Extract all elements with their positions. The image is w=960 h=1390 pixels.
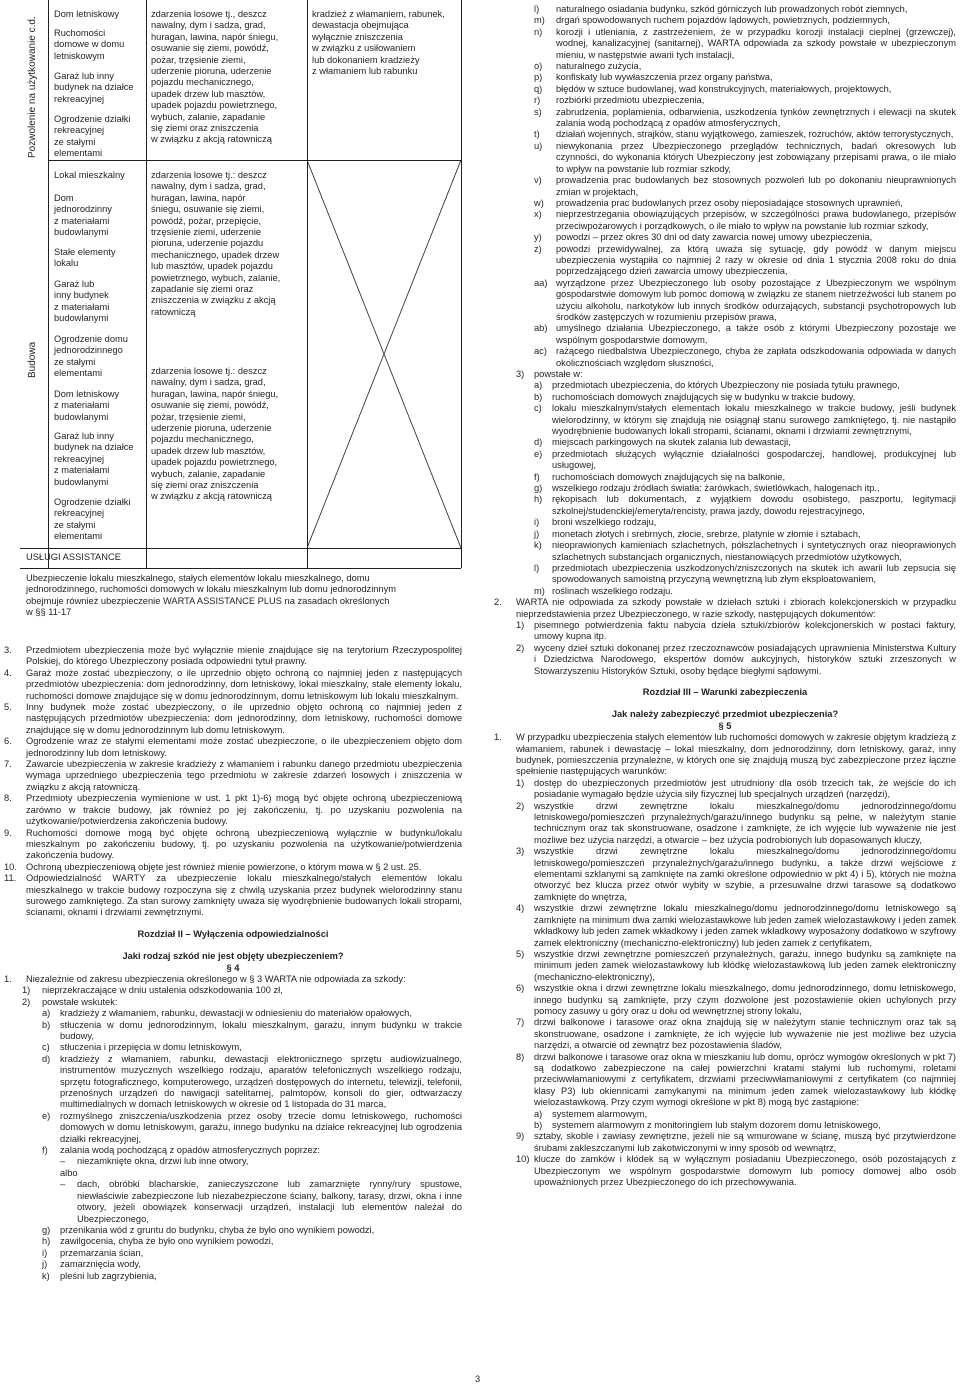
s5-items-2 [494,1131,956,1188]
item-number: 7) [516,1017,525,1028]
s4-sub-list-item [42,1271,462,1282]
rozdzial3-question: Jak należy zabezpieczyć przedmiot ubezpieczenia? [611,709,839,720]
s4-list-item [22,985,462,996]
item-text: niewykonania przez Ubezpieczonego przeglądów technicznych, badań okresowych lub czynności, do wykonania których Ubezpieczony jest zobowiązany przepisami prawa, o ile miało to wpływ na powstanie lub rozmiar szkody, [556,140,956,174]
right-2-list-item [516,643,956,677]
right-sub-list-item [534,4,956,15]
right-sub-list-item [534,15,956,26]
right-sub-list-item [534,72,956,83]
item-text: Przedmiotem ubezpieczenia może być wyłącznie mienie znajdujące się na terytorium Rzeczypospolitej Polskiej, do którego Ubezpieczony posiada odpowiedni tytuł prawny. [26,645,462,667]
item-number: d) [42,1053,51,1064]
item-number: h) [42,1236,51,1247]
s4-sub-list-item [42,1248,462,1259]
s4-subitems [4,1008,462,1156]
right-sub-list-item [534,141,956,175]
s4-sub-list-item [42,1008,462,1019]
table-right-border [461,0,462,568]
item-number: 1) [516,619,525,630]
item-number: 6) [516,983,525,994]
right-sub-list-item [534,517,956,528]
right-sub-list-item [534,494,956,517]
left-list-item [4,736,462,759]
s4-dashes [4,1156,462,1224]
cell-ogrodzenie-dzialki-2: Ogrodzenie działki rekreacyjnej ze stałymi elementami [54,497,131,542]
item-number: 9) [516,1131,525,1142]
item-number: e) [42,1110,51,1121]
cell-dom-letniskowy: Dom letniskowy [54,9,120,19]
item-number: q) [534,83,543,94]
item-text: Ruchomości domowe mogą być objęte ochroną ubezpieczeniową wyłącznie w budynku/lokalu mieszkalnym po zakończeniu budowy, tj. po uzyskaniu pozwolenia na użytkowanie/potwierdzenia zakończenia budowy. [26,827,462,861]
item-number: r) [534,95,541,106]
item-number: 1) [516,777,525,788]
left-list-item [4,702,462,736]
right-sub-list-item [534,483,956,494]
s5-list-item [516,1131,956,1154]
s5-items [494,778,956,1109]
item-number: 2) [516,800,525,811]
right-2-list-item [516,620,956,643]
s5-sub-list-item [534,1109,956,1120]
s4-intro: 1. Niezależnie od zakresu ubezpieczenia określonego w § 3 WARTA nie odpowiada za szkody: [4,973,406,984]
item-text: rozmyślnego zniszczenia/uszkodzenia przez osoby trzecie domu letniskowego, ruchomości domowych w domu letniskowym, garażu, innego budynku na działce rekreacyjnej lub ogrodzenia działki rekreacyjnej, [60,1110,462,1144]
item-text: wszystkie okna i drzwi zewnętrzne lokalu mieszkalnego, domu jednorodzinnego, domu letniskowego, innego budynku są zamknięte, przy czym dozwolone jest pozostawienie okien uchylonych przy pomocy zasuwy u góry oraz u dołu od wewnętrznej strony lokalu, [534,983,956,1016]
item-number: v) [534,175,542,186]
right-sub-list-item [534,437,956,448]
item-number: i) [42,1247,48,1258]
item-text: lokalu mieszkalnym/stałych elementach lokalu mieszkalnego w trakcie budowy, jeśli budynek wielorodzinny, w którym się znajdują nie osiągnął stanu surowego zamkniętego, tj. nie nastąpiło wyodrębnienie budowanych lokali stropami, ścianami, oknami i drzwiami zewnętrznymi, [552,403,956,437]
item-text: dostęp do ubezpieczonych przedmiotów jest utrudniony dla osób trzecich tak, że wejście do ich posiadanie wymagało będzie użycia siły fizycznej lub specjalnych urządzeń (narzędzi), [534,777,956,800]
right-sub-list-item [534,449,956,472]
cell-zdarzenia-1: zdarzenia losowe tj., deszcz nawalny, dym i sadza, grad, huragan, lawina, napór śniegu, osuwanie się ziemi, powódź, pożar, trzęsienie ziemi, uderzenie pioruna, uderzenie pojazdu mechanicznego, upadek drzew lub masztów, upadek pojazdu powietrznego, wybuch, zalanie, zapadanie się ziemi oraz zniszczenia w związku z akcją ratowniczą [151,9,279,145]
s5-list-item [516,1017,956,1051]
item-text: działań wojennych, strajków, stanu wyjątkowego, zamieszek, rozruchów, aktów terrorystycznych, [556,129,954,140]
item-number: aa) [534,277,548,288]
item-number: k) [42,1270,50,1281]
cell-kradziez: kradzież z włamaniem, rabunek, dewastacja obejmująca wyłącznie zniszczenia w związku z usiłowaniem lub dokonaniem kradzieży z włamaniem lub rabunku [312,9,445,77]
right-sub-list-item [534,84,956,95]
item-text: zamarznięcia wody, [60,1259,141,1270]
item-number: n) [534,26,543,37]
item-text: stłuczenia i przepięcia w domu letniskowym, [60,1042,242,1053]
right-sub-list-item [534,472,956,483]
item-text: ruchomościach domowych znajdujących się na balkonie, [552,471,786,482]
item-text: drzwi balkonowe i tarasowe oraz okna znajdują się w należytym stanie technicznym oraz tak są skonstruowane, osadzone i zamknięte, że ich wyjęcie lub wyważenie nie jest możliwe bez użycia narzędzi, a otwarcie od zewnątrz bez pozostawienia śladów, [534,1017,956,1051]
s5-list-item [516,1052,956,1109]
item-text: konfiskaty lub wywłaszczenia przez organy państwa, [556,72,773,83]
item-text: stłuczenia w domu jednorodzinnym, lokalu mieszkalnym, garażu, innym budynku w trakcie budowy, [60,1019,462,1041]
item-text: broni wszelkiego rodzaju, [552,517,657,528]
rozdzial2-question: Jaki rodzaj szkód nie jest objęty ubezpieczeniem? [122,951,344,962]
item-text: wszystkie drzwi zewnętrzne lokalu mieszkalnego/domu jednorodzinnego/domu letniskowego/pomieszczeń przynależnych/garażu/innego budynku są pełne, w należytym stanie technicznym oraz tak skonstruowane, osadzone i zamknięte, że ich wyjęcie lub wyważenie nie jest możliwe bez użycia narzędzi, a otwarcie – bez użycia podrobionych lub dopasowanych kluczy, [534,800,956,845]
item-number: z) [534,243,542,254]
item-text: przedmiotach ubezpieczenia uszkodzonych/zniszczonych na skutek ich awarii lub zepsucia się spowodowanych samoistną przyczyną wewnętrzną lub złym eksploatowaniem, [552,562,956,585]
right-column [494,4,956,1188]
item-number: p) [534,72,543,83]
left-column [4,645,462,1282]
right-sub-list-item [534,529,956,540]
right-sub-list-item [534,392,956,403]
item-text: roślinach wszelkiego rodzaju. [552,585,673,596]
item-text: zawilgocenia, chyba że było ono wynikiem powodzi, [60,1236,274,1247]
item-number: f) [534,471,540,482]
left-list-item [4,645,462,668]
right-sub-list-item [534,278,956,324]
item-number: y) [534,232,542,243]
item-number: l) [534,4,540,14]
cell-garaz-dzialka: Garaż lub inny budynek na działce rekreacyjnej [54,71,134,104]
table-left-border [48,0,49,568]
item-text: drgań spowodowanych ruchem pojazdów lądowych, powietrznych, podziemnych, [556,15,890,26]
item-number: e) [534,448,543,459]
s4-items [4,985,462,1008]
s5-list-item [516,846,956,903]
item-text: nieoprawionych kamieniach szlachetnych, półszlachetnych i syntetycznych oraz nieoprawionych szlachetnych substancjach organicznych, niestanowiących przedmiotów użytkowych, [552,540,956,562]
s5-list-item [516,903,956,949]
item-number: 9. [4,827,12,838]
right-sub-list-item [534,107,956,130]
right-subitems-2 [494,380,956,597]
right-sub-list-item [534,95,956,106]
cell-garaz-dzialka-mat: Garaż lub inny budynek na działce rekreacyjnej z materiałami budowlanymi [54,431,134,487]
item-number: f) [42,1145,48,1156]
right-item-3: 3) powstałe w: [516,369,583,379]
s4-sub-list-item [42,1020,462,1043]
right-sub-list-item [534,380,956,391]
item-number: w) [534,197,544,208]
empty-cell-cross [307,160,461,548]
item-number: ac) [534,346,547,357]
item-text: wyceny dzieł sztuki dokonanej przez rzeczoznawców posiadających uprawnienia Ministerstwa Kultury i Dziedzictwa Narodowego, ekspertów domów aukcyjnych, historyków sztuki zrzeszonych w Stowarzyszeniu Historyków Sztuki, osoby będące biegłymi sądowymi. [534,642,956,676]
item-number: 7. [4,759,12,770]
paragraph-4: § 4 [226,962,240,973]
paragraph-5: § 5 [718,720,732,731]
cell-garaz-budynek: Garaż lub inny budynek z materiałami budowlanymi [54,279,110,324]
item-text: rękopisach lub dokumentach, z wyjątkiem dowodu osobistego, paszportu, legitymacji szkolnej/studenckiej/emeryta/rencisty, prawa jazdy, dowodu rejestracyjnego, [552,494,956,516]
item-number: d) [534,437,543,448]
item-text: ruchomościach domowych znajdujących się w budynku w trakcie budowy, [552,391,856,402]
item-text: powodzi – przez okres 30 dni od daty zawarcia nowej umowy ubezpieczenia, [556,232,873,243]
item-text: Inny budynek może zostać ubezpieczony, o ile uprzednio objęto ochroną co najmniej jeden z następujących przedmiotów ubezpieczenia: dom jednorodzinny, dom letniskowy, ruchomości domowe znajdujące się w domu jednorodzinnym lub domu letniskowym. [26,702,462,735]
item-text: Zawarcie ubezpieczenia w zakresie kradzieży z włamaniem i rabunku danego przedmiotu ubezpieczenia wymaga uprzedniego ubezpieczenia tego przedmiotu w zakresie zdarzeń losowych i zniszczenia w związku z akcją ratowniczą. [26,759,462,792]
item-number: 10. [4,861,17,872]
item-text: Przedmioty ubezpieczenia wymienione w ust. 1 pkt 1)-6) mogą być objęte ochroną ubezpieczeniową zarówno w trakcie budowy, jak również po jej zakończeniu, tj. po uzyskaniu pozwolenia na użytkowanie/potwierdzenia zakończenia budowy. [26,793,462,827]
dash-item-2: – dach, obróbki blacharskie, zanieczyszczone lub zamarznięte rynny/rury spustowe, niewłaściwie zabezpieczone lub niezabezpieczone ściany, balkony, tarasy, drzwi, okna i inne otwory, jeżeli obowiązek konserwacji urządzeń, instalacji lub elementów należał do Ubezpieczonego, [60,1179,462,1224]
right-item-2: 2. WARTA nie odpowiada za szkody powstałe w dziełach sztuki i zbiorach kolekcjonerskich w przypadku nieprzedstawienia przez Ubezpieczonego, w razie szkody, następujących dokumentów: [494,597,956,619]
left-list-item [4,668,462,702]
s4-sub-list-item [42,1111,462,1145]
s5-list-item [516,983,956,1017]
item-number: b) [534,1120,543,1130]
label-budowa: Budowa [27,341,38,378]
right-sub-list-item [534,346,956,369]
cell-dom-jednorodzinny: Dom jednorodzinny z materiałami budowlanymi [54,193,112,238]
item-text: wyrządzone przez Ubezpieczonego lub osoby pozostające z Ubezpieczonym we wspólnym gospodarstwie domowym lub pomoc domową w związku ze stanem nietrzeźwości lub stanem po użyciu alkoholu, narkotyków lub innych środków odurzających, substancji psychotropowych lub środków zastępczych w rozumieniu przepisów prawa, [556,277,956,322]
item-number: c) [534,403,542,414]
item-text: wszystkie drzwi zewnętrzne lokalu mieszkalnego/domu jednorodzinnego/domu letniskowego są zamknięte na minimum dwa zamki wielozastawkowe lub jeden zamek wielozastawkowy i jeden zamek wkładkowy lub jeden zamek wkładkowy i jeden zamek wkładkowy wyposażony dodatkowo w szyfrowy zamek elektroniczny (mechaniczno-elektroniczny) lub jeden zamek z certyfikatem, [534,903,956,948]
item-number: k) [534,540,542,551]
item-number: i) [534,517,540,528]
albo-text: albo [60,1167,78,1178]
cell-ogrodzenie-domu: Ogrodzenie domu jednorodzinnego ze stałymi elementami [54,334,128,379]
right-2-subitems [494,620,956,677]
cell-lokal-mieszkalny: Lokal mieszkalny [54,170,125,180]
item-number: b) [42,1019,51,1030]
item-number: a) [534,380,543,391]
right-sub-list-item [534,563,956,586]
s5-intro: 1. W przypadku ubezpieczenia stałych elementów lub ruchomości domowych w zakresie objętym kradzieżą z włamaniem, rabunek i dewastację – lokal mieszkalny, dom jednorodzinny, dom letniskowy, garaż, inny budynek, pomieszczenia przynależne, w których one się znajdują muszą być zabezpieczone przez łączne spełnienie następujących warunków: [494,732,956,777]
page-number: 3 [475,1374,481,1384]
s5-list-item [516,778,956,801]
right-sub-list-item [534,586,956,597]
item-text: sztaby, skoble i zawiasy zewnętrzne, jeżeli nie są wmurowane w ścianę, muszą być przytwierdzone śrubami zakleszczanymi lub zakotwiczonymi w inny sposób od wewnątrz, [534,1131,956,1153]
cell-ogrodzenie-dzialki: Ogrodzenie działki rekreacyjnej ze stałymi elementami [54,114,131,159]
item-number: j) [534,528,540,539]
s4-sub-list-item [42,1259,462,1270]
item-text: przenikania wód z gruntu do budynku, chyba że było ono wynikiem powodzi, [60,1224,375,1235]
right-sub-list-item [534,403,956,437]
item-text: wszystkie drzwi zewnętrzne lokalu mieszkalnego/domu jednorodzinnego/domu letniskowego/pomieszczeń przynależnych/garażu/innego budynku, a także drzwi wejściowe z elementami szklanymi są zamknięte na zamki określone odpowiednio w pkt 4) i 5), których nie można otworzyć bez klucza przez otwór wybity w szybie, a przesuwalne drzwi tarasowe są dodatkowo zamknięte do wnętrza, [534,846,956,902]
s4-sub-list-item [42,1054,462,1111]
item-text: powstałe wskutek: [42,996,118,1007]
item-number: x) [534,209,542,220]
cell-stale-elementy: Stałe elementy lokalu [54,247,116,269]
left-list-item [4,873,462,919]
uslugi-assistance-label: USŁUGI ASSISTANCE [26,552,121,562]
cell-zdarzenia-3: zdarzenia losowe tj.: deszcz nawalny, dym i sadza, grad, huragan, lawina, napór śniegu, osuwanie się ziemi, powódź, pożar, trzęsienie ziemi, uderzenie pioruna, uderzenie pojazdu mechanicznego, upadek drzew lub masztów, upadek pojazdu powietrznego, wybuch, zalanie, zapadanie się ziemi oraz zniszczenia w związku z akcją ratowniczą [151,366,279,502]
item-text: drzwi balkonowe i tarasowe oraz okna w mieszkaniu lub domu, oprócz wymogów określonych w pkt 7) są dodatkowo zabezpieczone na całej powierzchni kratami stałymi lub ruchomymi, roletami przeciwwłamaniowymi z certyfikatem, drzwiami przeciwwłamaniowymi z certyfikatem (co najmniej klasy P3) lub okiennicami zamykanymi na minimum jeden zamek wielozastawkowy lub kłódkę wielozastawkową. Przy czym wymogi określone w pkt 8) mogą być zastąpione: [534,1051,956,1108]
item-text: rażącego niedbalstwa Ubezpieczonego, chyba że zapłata odszkodowania odpowiada w danych okolicznościach względom słuszności, [556,346,956,368]
s5-list-item [516,801,956,847]
right-subitems-1 [494,4,956,369]
left-numbered-items [4,645,462,919]
item-number: a) [42,1008,51,1019]
rozdzial2-title: Rozdział II – Wyłączenia odpowiedzialności [137,928,329,939]
item-number: 6. [4,736,12,747]
table-col-divider-1 [146,0,147,568]
right-sub-list-item [534,323,956,346]
item-number: 3) [516,846,525,857]
s5-subitems [494,1109,956,1132]
left-list-item [4,759,462,793]
item-number: 4. [4,667,12,678]
item-text: miejscach parkingowych na skutek zalania lub dewastacji, [552,437,791,448]
item-number: g) [534,483,543,494]
right-sub-list-item [534,244,956,278]
s4-sub-list-item [42,1225,462,1236]
item-number: ab) [534,323,548,334]
item-number: 2) [22,996,31,1007]
item-text: przemarzania ścian, [60,1247,144,1258]
item-text: kradzieży z włamaniem, rabunku, dewastacji elektronicznego sprzętu audiowizualnego, instrumentów muzycznych wszelkiego rodzaju, aparatów telefonicznych wszelkiego rodzaju, sprzętu fotograficznego, komputerowego, urządzeń dostępowych do internetu, telewizji, telefonii, przenośnych urządzeń do nawigacji satelitarnej, palmtopów, konsoli do gier, odtwarzaczy multimedialnych w domach letniskowych w okresie od 1 listopada do 31 marca, [60,1053,462,1110]
item-text: Ogrodzenie wraz ze stałymi elementami może zostać ubezpieczone, o ile ubezpieczeniem objęto dom jednorodzinny lub dom letniskowy. [26,736,462,758]
item-text: systemem alarmowym, [552,1108,648,1119]
item-number: 8) [516,1051,525,1062]
item-number: j) [42,1259,48,1270]
item-number: b) [534,391,543,402]
cell-ruchomosci-domowe: Ruchomości domowe w domu letniskowym [54,28,125,61]
item-number: 10) [516,1154,530,1165]
item-text: korozji i utleniania, z zastrzeżeniem, że w przypadku korozji instalacji cieplnej (grzewczej), wodnej, kanalizacyjnej (sanitarnej), WARTA odpowiada za szkody powstałe w ubezpieczonym mieniu, w następstwie awarii tych instalacji, [556,26,956,60]
s4-subitems-2 [4,1225,462,1282]
item-number: o) [534,61,543,72]
item-number: 1) [22,985,31,996]
item-text: Odpowiedzialność WARTY za ubezpieczenie lokalu mieszkalnego/stałych elementów lokalu mieszkalnego w trakcie budowy rozpoczyna się z chwilą uzyskania przez budynek wielorodzinny stanu surowego zamkniętego. Za stan surowy zamknięty uważa się wyodrębnienie budowanych lokali stropami, ścianami, oknami i drzwiami zewnętrznymi. [26,873,462,918]
item-text: pisemnego potwierdzenia faktu nabycia dzieła sztuki/zbiorów kolekcjonerskich w postaci faktury, umowy kupna itp. [534,619,956,642]
item-number: 8. [4,793,12,804]
item-number: c) [42,1042,50,1053]
right-sub-list-item [534,27,956,61]
item-text: powodzi przewidywalnej, za którą uważa się sytuację, gdy powódź w danym miejscu ubezpieczenia wystąpiła co najmniej 2 razy w okresie od dnia 1 stycznia 2008 roku do dnia poprzedzającego dzień zawarcia umowy ubezpieczenia, [556,243,956,277]
item-number: m) [534,585,545,596]
dash-item-1: – niezamknięte okna, drzwi lub inne otwory, [60,1156,249,1167]
item-text: prowadzenia prac budowlanych przez osoby nieposiadające stosownych uprawnień, [556,197,903,208]
item-text: przedmiotach ubezpieczenia, do których Ubezpieczony nie posiada tytułu prawnego, [552,380,900,391]
right-sub-list-item [534,198,956,209]
item-number: m) [534,15,545,26]
item-text: zalania wodą pochodzącą z opadów atmosferycznych poprzez: [60,1145,320,1156]
right-sub-list-item [534,232,956,243]
item-number: u) [534,140,543,151]
item-number: 3. [4,645,12,655]
item-text: błędów w sztuce budowlanej, wad konstrukcyjnych, materiałowych, projektowych, [556,83,892,94]
right-sub-list-item [534,61,956,72]
item-text: klucze do zamków i kłódek są w wyłącznym posiadaniu Ubezpieczonego, osób pozostających z Ubezpieczonym we wspólnym gospodarstwie domowym lub pomocy domowej albo osób upoważnionych przez Ubezpieczonego do ich przechowywania. [534,1154,956,1188]
item-number: h) [534,494,543,505]
item-number: 4) [516,903,525,914]
item-text: monetach złotych i srebrnych, złocie, srebrze, platynie w złomie i sztabach, [552,528,861,539]
item-text: systemem alarmowym z monitoringiem lub stałym dozorem domu letniskowego, [552,1120,881,1130]
s5-sub-list-item [534,1120,956,1131]
s4-sub-list-item [42,1145,462,1156]
s4-list-item [22,997,462,1008]
left-list-item [4,828,462,862]
left-list-item [4,862,462,873]
s4-sub-list-item [42,1236,462,1247]
item-text: nieprzestrzegania obowiązujących przepisów, w szczególności prawa budowlanego, przepisów przeciwpożarowych i porządkowych, o ile miało to wpływ na powstanie lub rozmiar szkody, [556,209,956,231]
item-text: prowadzenia prac budowlanych bez stosownych pozwoleń lub po dokonaniu nieuprawnionych zmian w projektach, [556,175,956,197]
uslugi-assistance-text: Ubezpieczenie lokalu mieszkalnego, stałych elementów lokalu mieszkalnego, domu jednorodzinnego, ruchomości domowych w lokalu mieszkalnym lub domu jednorodzinnym obejmuje również ubezpieczenie WARTA ASSISTANCE PLUS na zasadach określonych w §§ 11-17 [26,573,396,618]
item-text: nieprzekraczające w dniu ustalenia odszkodowania 100 zł, [42,985,283,996]
item-text: naturalnego osiadania budynku, szkód górniczych lub prowadzonych robót ziemnych, [556,4,908,14]
item-number: 11. [4,873,17,884]
item-number: t) [534,129,540,140]
item-text: Ochroną ubezpieczeniową objęte jest również mienie powierzone, o którym mowa w § 2 ust. 25. [26,861,422,872]
right-sub-list-item [534,175,956,198]
item-text: umyślnego działania Ubezpieczonego, a także osób z którymi Ubezpieczony pozostaje we wspólnym gospodarstwie domowym, [556,323,956,345]
right-sub-list-item [534,129,956,140]
item-text: zabrudzenia, poplamienia, odbarwienia, uszkodzenia tynków zewnętrznych i elewacji na skutek zalania wodą pochodzącą z opadów atmosferycznych, [556,106,956,129]
item-number: g) [42,1224,51,1235]
rozdzial3-title: Rozdział III – Warunki zabezpieczenia [642,686,808,697]
s5-list-item [516,1154,956,1188]
item-text: naturalnego zużycia, [556,61,642,72]
item-number: s) [534,106,542,117]
item-number: 5) [516,948,525,959]
item-text: kradzieży z włamaniem, rabunku, dewastacji w odniesieniu do materiałów opałowych, [60,1008,412,1019]
item-text: Garaż może zostać ubezpieczony, o ile uprzednio objęto ochroną co najmniej jeden z następujących przedmiotów ubezpieczenia: dom jednorodzinny, dom letniskowy, lokal mieszkalny, stałe elementy lokalu, ruchomości domowe znajdujące się w domu jednorodzinnym, domu letniskowym lub lokalu mieszkalnym. [26,667,462,701]
s5-list-item [516,949,956,983]
item-text: wszystkie drzwi zewnętrzne pomieszczeń przynależnych, garażu, innego budynku są zamknięte na minimum jeden zamek wielozastawkowy lub kłódkę wielozastawkową lub jeden zamek elektroniczny (mechaniczno-elektroniczny), [534,948,956,982]
item-number: 2) [516,642,525,653]
cell-dom-letniskowy-mat: Dom letniskowy z materiałami budowlanymi [54,389,120,422]
s4-sub-list-item [42,1042,462,1053]
right-sub-list-item [534,540,956,563]
cell-zdarzenia-2: zdarzenia losowe tj.: deszcz nawalny, dym i sadza, grad, huragan, lawina, napór śniegu, osuwanie się ziemi, powódź, pożar, przepięcie, trzęsienie ziemi, uderzenie pioruna, uderzenie pojazdu mechanicznego, upadek drzew lub masztów, upadek pojazdu powietrznego, wybuch, zalanie, zapadanie się ziemi oraz zniszczenia w związku z akcją ratowniczą [151,170,281,317]
table-row-divider-2 [20,548,461,549]
right-sub-list-item [534,209,956,232]
item-text: rozbiórki przedmiotu ubezpieczenia, [556,95,705,106]
left-list-item [4,793,462,827]
item-text: przedmiotach służących wyłącznie działalności gospodarczej, handlowej, produkcyjnej lub usługowej, [552,448,956,471]
item-text: wszelkiego rodzaju źródłach światła: żarówkach, świetlówkach, halogenach itp., [552,483,880,494]
item-number: l) [534,562,540,573]
item-number: a) [534,1108,543,1119]
item-text: pleśni lub zagrzybienia, [60,1270,157,1281]
table-bottom-border [20,568,461,569]
label-pozwolenie-cd: Pozwolenie na użytkowanie c.d. [27,16,38,158]
item-number: 5. [4,702,12,713]
